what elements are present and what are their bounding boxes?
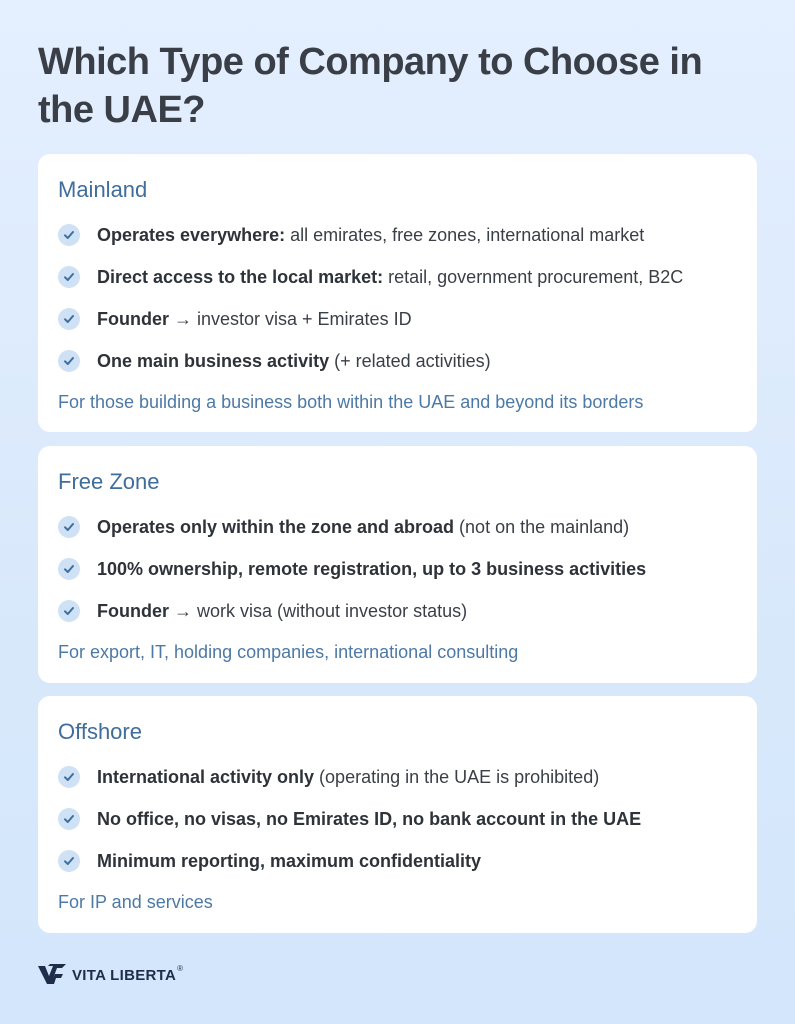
item-text: → work visa (without investor status): [174, 600, 468, 621]
list-item: [58, 548, 737, 590]
card-note: For those building a business both within the UAE and beyond its borders: [58, 392, 644, 412]
check-icon: [58, 350, 80, 372]
list-item: [58, 590, 737, 632]
check-icon: [58, 558, 80, 580]
check-icon: [58, 808, 80, 830]
item-bold: Founder: [97, 308, 169, 329]
check-icon: [58, 850, 80, 872]
card-heading: Free Zone: [58, 469, 160, 494]
list-item: [58, 298, 737, 340]
check-icon: [58, 308, 80, 330]
item-bold: Operates everywhere:: [97, 224, 286, 245]
list-item: [58, 798, 737, 840]
check-icon: [58, 266, 80, 288]
list-item: [58, 840, 737, 882]
check-icon: [58, 224, 80, 246]
item-bold: 100% ownership, remote registration, up to 3 business activities: [97, 558, 647, 579]
item-bold: Operates only within the zone and abroad: [97, 516, 455, 537]
list-item: [58, 256, 737, 298]
check-icon: [58, 600, 80, 622]
item-bold: One main business activity: [97, 350, 330, 371]
item-text: → investor visa + Emirates ID: [174, 308, 412, 329]
card-note: For IP and services: [58, 892, 213, 912]
item-bold: International activity only: [97, 766, 315, 787]
card-free-zone: [38, 446, 757, 683]
check-icon: [58, 516, 80, 538]
card-note: For export, IT, holding companies, international consulting: [58, 642, 519, 662]
item-bold: No office, no visas, no Emirates ID, no bank account in the UAE: [97, 808, 642, 829]
item-text: (not on the mainland): [459, 516, 630, 537]
item-bold: Minimum reporting, maximum confidentiality: [97, 850, 482, 871]
item-bold: Direct access to the local market:: [97, 266, 384, 287]
list-item: [58, 756, 737, 798]
card-heading: Offshore: [58, 719, 142, 744]
check-icon: [58, 766, 80, 788]
vita-liberta-logo-icon: [38, 964, 66, 986]
registered-mark: ®: [177, 963, 184, 973]
item-text: retail, government procurement, B2C: [388, 266, 684, 287]
list-item: [58, 214, 737, 256]
item-text: (operating in the UAE is prohibited): [319, 766, 600, 787]
brand-logo: [38, 964, 183, 986]
brand-name: VITA LIBERTA: [72, 966, 177, 984]
item-text: (+ related activities): [334, 350, 491, 371]
list-item: [58, 340, 737, 382]
item-bold: Founder: [97, 600, 169, 621]
card-heading: Mainland: [58, 177, 148, 202]
card-offshore: [38, 696, 757, 933]
card-mainland: [38, 154, 757, 432]
item-text: all emirates, free zones, international market: [290, 224, 645, 245]
page-title: Which Type of Company to Choose in the UAE?: [38, 41, 703, 131]
list-item: [58, 506, 737, 548]
